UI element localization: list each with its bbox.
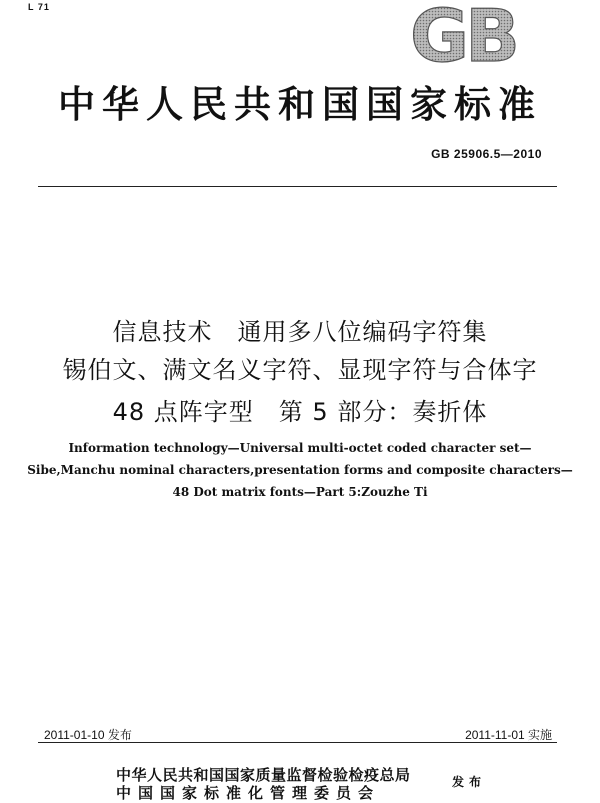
issue-date: 2011-01-10 发布 <box>44 728 132 742</box>
footer-divider <box>38 742 557 743</box>
english-title-line-2: Sibe,Manchu nominal characters,presentation forms and composite characters— <box>27 463 573 477</box>
issuer-aqsiq: 中华人民共和国国家质量监督检验检疫总局 <box>116 766 411 784</box>
header-divider <box>38 186 557 187</box>
national-standard-title: 中华人民共和国国家标准 <box>58 82 542 126</box>
standard-number: GB 25906.5—2010 <box>431 147 542 161</box>
gb-logo <box>398 4 528 64</box>
issuer-sac: 中国国家标准化管理委员会 <box>116 784 381 802</box>
english-title-line-1: Information technology—Universal multi-octet coded character set— <box>68 441 532 455</box>
implementation-date: 2011-11-01 实施 <box>465 728 552 742</box>
chinese-title-line-1: 信息技术 通用多八位编码字符集 <box>112 318 488 346</box>
gb-logo-text: GB <box>410 4 516 64</box>
chinese-title-line-3: 48 点阵字型 第 5 部分：奏折体 <box>112 398 488 426</box>
english-title-line-3: 48 Dot matrix fonts—Part 5:Zouzhe Ti <box>172 485 428 499</box>
classification-code: L 71 <box>28 2 50 12</box>
chinese-title-line-2: 锡伯文、满文名义字符、显现字符与合体字 <box>62 356 538 384</box>
publish-label: 发布 <box>452 775 487 789</box>
